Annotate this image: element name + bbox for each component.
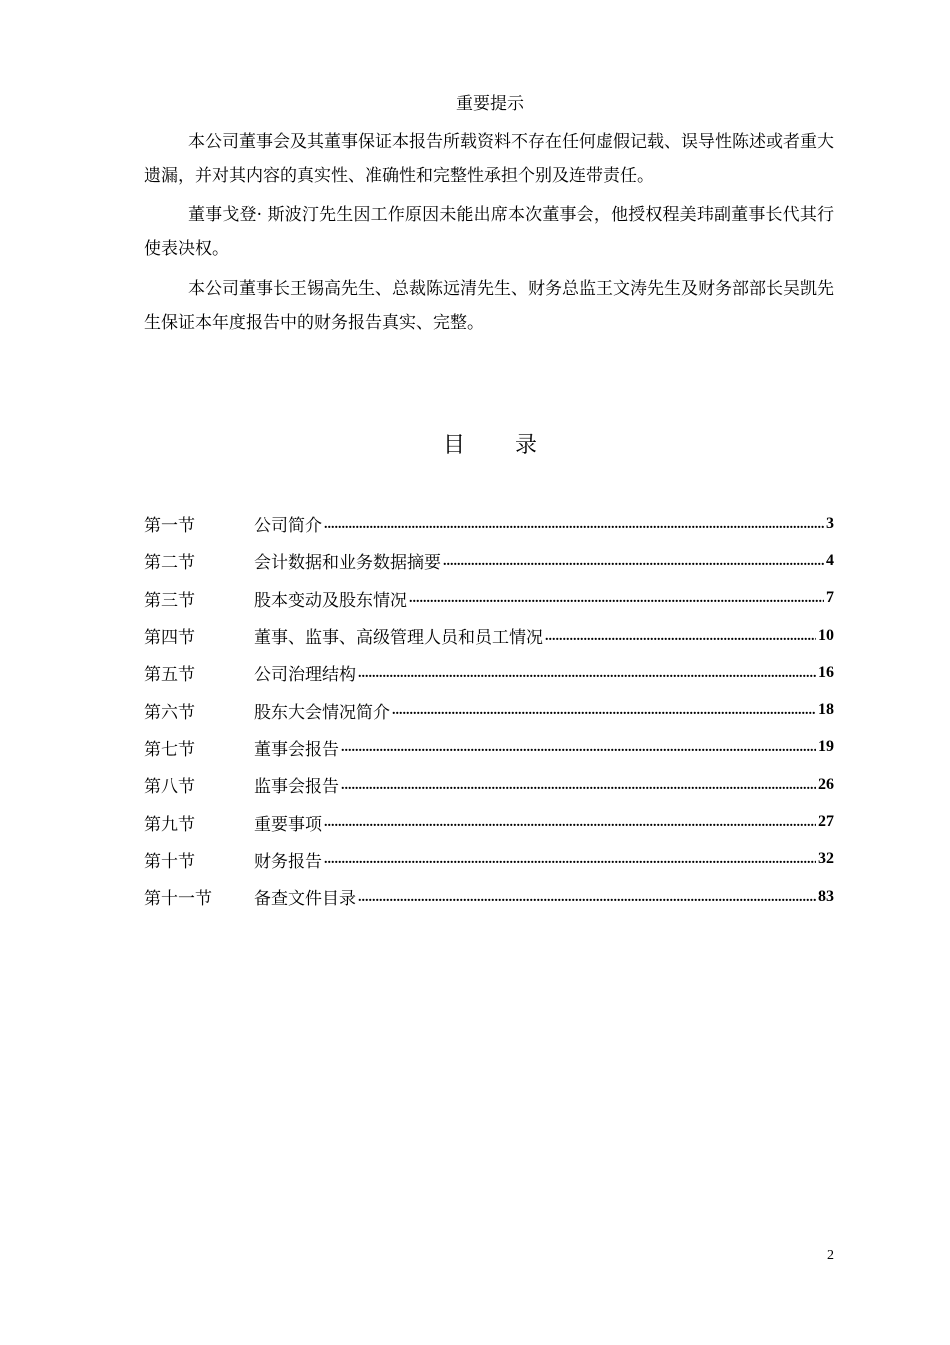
toc-entry[interactable]: [144, 803, 834, 840]
toc-page-number: 26: [818, 775, 834, 793]
toc-entry[interactable]: [144, 878, 834, 915]
toc-leader-dots: [545, 629, 816, 645]
toc-leader-dots: [392, 703, 816, 719]
toc-leader-dots: [341, 740, 816, 756]
toc-leader-dots: [409, 591, 824, 607]
toc-page-number: 19: [818, 738, 834, 756]
toc-section: 第九节: [144, 814, 195, 835]
toc-leader-dots: [358, 666, 816, 682]
toc-leader-dots: [341, 778, 816, 794]
toc-page-number: 32: [818, 850, 834, 868]
toc-entry[interactable]: [144, 580, 834, 617]
toc-entry[interactable]: [144, 766, 834, 803]
toc-section: 第十一节: [144, 889, 212, 910]
toc-entry[interactable]: [144, 841, 834, 878]
toc-entry[interactable]: [144, 729, 834, 766]
notice-paragraph-financial-assurance: 本公司董事长王锡高先生、总裁陈远清先生、财务总监王文涛先生及财务部部长吴凯先生保证本年度报告中的财务报告真实、完整。: [144, 279, 834, 333]
toc-leader-dots: [324, 517, 824, 533]
toc-leader-dots: [443, 554, 824, 570]
toc-entry-name: 财务报告: [254, 851, 322, 872]
toc-entry[interactable]: [144, 505, 834, 542]
toc-section: 第五节: [144, 665, 195, 686]
notice-paragraph-responsibility: 本公司董事会及其董事保证本报告所载资料不存在任何虚假记载、误导性陈述或者重大遗漏，并对其内容的真实性、准确性和完整性承担个别及连带责任。: [144, 132, 834, 186]
toc-entry-name: 公司治理结构: [254, 665, 356, 686]
toc-title: 目录: [442, 433, 587, 458]
notice-title: 重要提示: [456, 94, 524, 114]
toc-entry[interactable]: [144, 691, 834, 728]
page-number: 2: [827, 1248, 834, 1263]
toc-page-number: 3: [826, 514, 834, 532]
toc-entry-name: 董事会报告: [254, 739, 339, 760]
toc-entry-name: 备查文件目录: [254, 889, 356, 910]
toc-entry-name: 公司简介: [254, 516, 322, 537]
toc-entry-name: 重要事项: [254, 814, 322, 835]
toc-page-number: 4: [826, 551, 834, 569]
toc-entry-name: 会计数据和业务数据摘要: [254, 553, 441, 574]
toc-section: 第六节: [144, 702, 195, 723]
toc-section: 第十节: [144, 851, 195, 872]
toc-page-number: 16: [818, 663, 834, 681]
toc-section: 第一节: [144, 516, 195, 537]
table-of-contents: [144, 505, 834, 915]
toc-section: 第三节: [144, 590, 195, 611]
notice-paragraph-proxy: 董事戈登· 斯波汀先生因工作原因未能出席本次董事会，他授权程美玮副董事长代其行使表决权。: [144, 205, 834, 259]
toc-page-number: 18: [818, 701, 834, 719]
toc-section: 第七节: [144, 739, 195, 760]
toc-section: 第四节: [144, 628, 195, 649]
toc-page-number: 10: [818, 626, 834, 644]
toc-leader-dots: [324, 815, 816, 831]
toc-leader-dots: [358, 890, 816, 906]
toc-section: 第二节: [144, 553, 195, 574]
toc-entry[interactable]: [144, 654, 834, 691]
toc-leader-dots: [324, 852, 816, 868]
toc-page-number: 83: [818, 887, 834, 905]
toc-entry-name: 监事会报告: [254, 777, 339, 798]
toc-section: 第八节: [144, 777, 195, 798]
toc-page-number: 27: [818, 813, 834, 831]
toc-entry[interactable]: [144, 542, 834, 579]
toc-entry-name: 股东大会情况简介: [254, 702, 390, 723]
toc-page-number: 7: [826, 589, 834, 607]
toc-entry[interactable]: [144, 617, 834, 654]
toc-entry-name: 董事、监事、高级管理人员和员工情况: [254, 628, 543, 649]
toc-entry-name: 股本变动及股东情况: [254, 590, 407, 611]
